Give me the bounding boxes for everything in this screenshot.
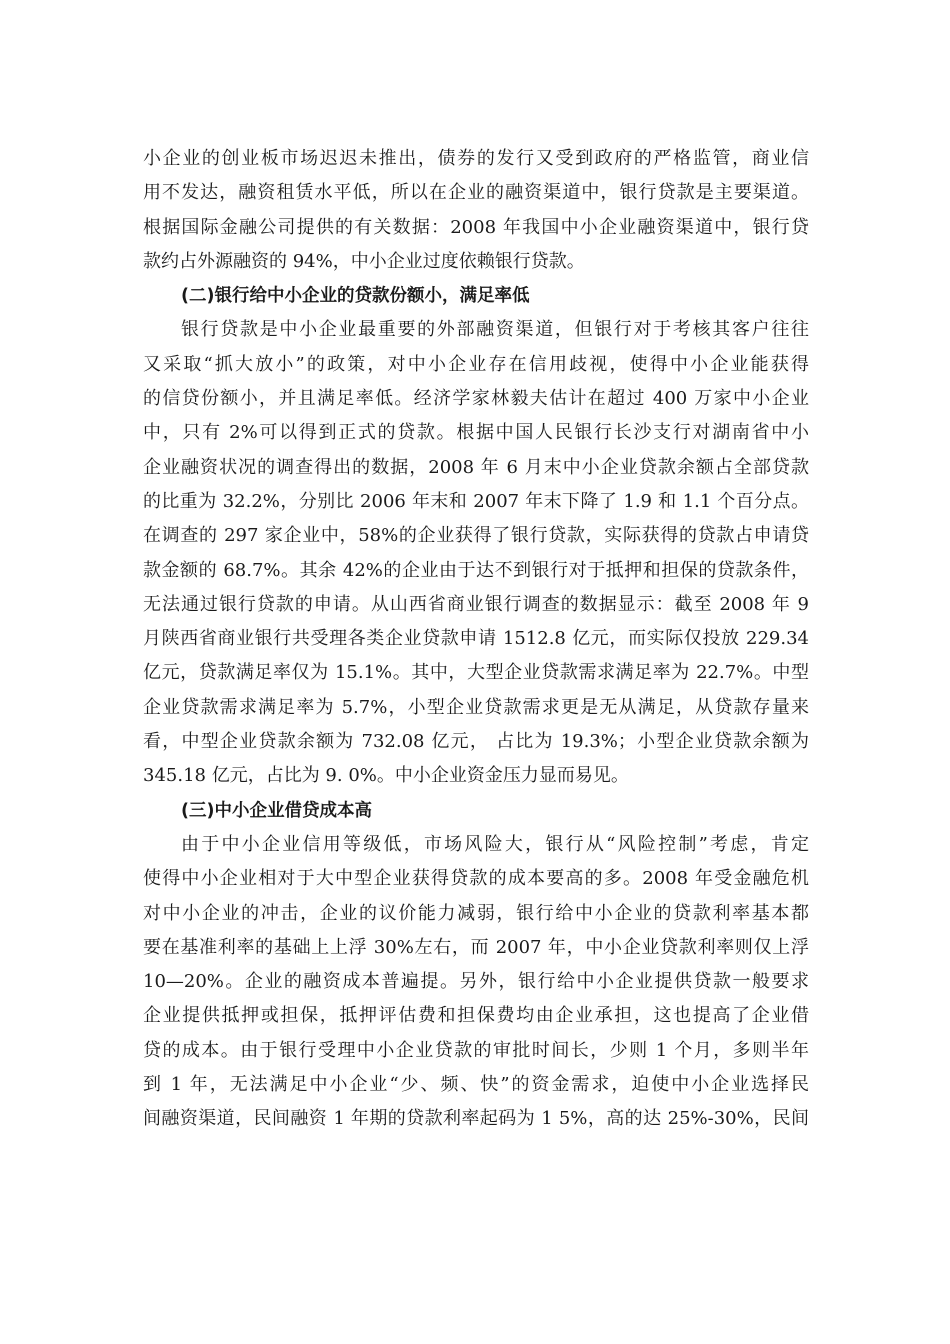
paragraph-line: 要在基准利率的基础上上浮 30%左右，而 2007 年，中小企业贷款利率则仅上浮	[143, 936, 809, 958]
paragraph-line: 看，中型企业贷款余额为 732.08 亿元， 占比为 19.3%；小型企业贷款余额为	[143, 731, 809, 753]
paragraph-line: 间融资渠道，民间融资 1 年期的贷款利率起码为 1 5%，高的达 25%-30%，民间	[143, 1108, 809, 1130]
paragraph-line: 小企业的创业板市场迟迟未推出，债券的发行又受到政府的严格监管，商业信	[143, 148, 809, 169]
paragraph-line: 又采取“抓大放小”的政策，对中小企业存在信用歧视，使得中小企业能获得	[143, 353, 809, 375]
paragraph-line: 345.18 亿元，占比为 9. 0%。中小企业资金压力显而易见。	[143, 765, 629, 787]
paragraph-line: 月陕西省商业银行共受理各类企业贷款申请 1512.8 亿元，而实际仅投放 229.34	[143, 628, 809, 650]
paragraph-line: 贷的成本。由于银行受理中小企业贷款的审批时间长，少则 1 个月，多则半年	[143, 1039, 809, 1061]
paragraph-line: 使得中小企业相对于大中型企业获得贷款的成本要高的多。2008 年受金融危机	[143, 868, 809, 890]
paragraph-line: 企业提供抵押或担保，抵押评估费和担保费均由企业承担，这也提高了企业借	[143, 1005, 809, 1027]
paragraph-line: 的比重为 32.2%，分别比 2006 年末和 2007 年末下降了 1.9 和 1.1 个百分点。	[143, 490, 809, 512]
paragraph-line: 10—20%。企业的融资成本普遍提。另外，银行给中小企业提供贷款一般要求	[143, 971, 809, 993]
paragraph-line: 的信贷份额小，并且满足率低。经济学家林毅夫估计在超过 400 万家中小企业	[143, 388, 809, 410]
paragraph-line: 银行贷款是中小企业最重要的外部融资渠道，但银行对于考核其客户往往	[181, 319, 809, 341]
paragraph-line: 根据国际金融公司提供的有关数据：2008 年我国中小企业融资渠道中，银行贷	[143, 216, 809, 238]
section-heading: (三)中小企业借贷成本高	[181, 800, 372, 821]
paragraph-line: 亿元，贷款满足率仅为 15.1%。其中，大型企业贷款需求满足率为 22.7%。中型	[143, 662, 809, 684]
paragraph-line: 企业贷款需求满足率为 5.7%，小型企业贷款需求更是无从满足，从贷款存量来	[143, 696, 809, 718]
paragraph-line: 无法通过银行贷款的申请。从山西省商业银行调查的数据显示：截至 2008 年 9	[143, 593, 809, 615]
paragraph-line: 款约占外源融资的 94%，中小企业过度依赖银行贷款。	[143, 250, 585, 272]
paragraph-line: 款金额的 68.7%。其余 42%的企业由于达不到银行对于抵押和担保的贷款条件，	[143, 559, 809, 581]
paragraph-line: 中，只有 2%可以得到正式的贷款。根据中国人民银行长沙支行对湖南省中小	[143, 422, 809, 444]
section-heading: (二)银行给中小企业的贷款份额小，满足率低	[181, 286, 530, 307]
paragraph-line: 在调查的 297 家企业中，58%的企业获得了银行贷款，实际获得的贷款占申请贷	[143, 525, 809, 547]
paragraph-line: 用不发达，融资租赁水平低，所以在企业的融资渠道中，银行贷款是主要渠道。	[143, 182, 809, 204]
document-body	[143, 142, 809, 1137]
paragraph-line: 由于中小企业信用等级低，市场风险大，银行从“风险控制”考虑，肯定	[181, 833, 809, 855]
paragraph-line: 企业融资状况的调查得出的数据，2008 年 6 月末中小企业贷款余额占全部贷款	[143, 456, 809, 478]
paragraph-line: 对中小企业的冲击，企业的议价能力减弱，银行给中小企业的贷款利率基本都	[143, 902, 809, 924]
paragraph-line: 到 1 年，无法满足中小企业“少、频、快”的资金需求，迫使中小企业选择民	[143, 1074, 809, 1096]
